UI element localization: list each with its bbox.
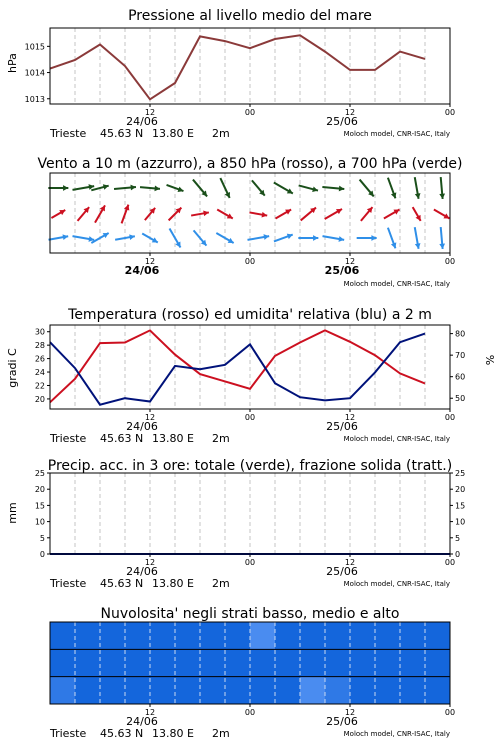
wind-arrow bbox=[357, 235, 377, 241]
temperature-line bbox=[50, 330, 425, 402]
wind-arrow bbox=[415, 177, 421, 199]
cloud-cell bbox=[225, 622, 251, 650]
wind-arrow bbox=[274, 234, 293, 242]
x-tick-label: 12 bbox=[144, 108, 156, 117]
location-lon: 13.80 E bbox=[152, 727, 194, 740]
date-label: 24/06 bbox=[126, 115, 158, 128]
wind-arrow bbox=[276, 210, 292, 219]
x-tick-label: 12 bbox=[344, 413, 356, 422]
cloud-cell bbox=[50, 622, 76, 650]
cloud-cell bbox=[200, 677, 226, 705]
location-elev: 2m bbox=[212, 432, 230, 445]
cloud-cell bbox=[375, 649, 401, 677]
cloud-cell bbox=[300, 677, 326, 705]
cloud-cell bbox=[325, 622, 351, 650]
cloud-cell bbox=[75, 649, 101, 677]
cloud-cell bbox=[250, 622, 276, 650]
x-tick-label: 12 bbox=[344, 257, 356, 266]
plot-frame bbox=[50, 473, 450, 554]
cloud-cell bbox=[375, 677, 401, 705]
cloud-cell bbox=[100, 677, 126, 705]
y-tick-label: 15 bbox=[34, 501, 45, 511]
x-tick-label: 00 bbox=[444, 708, 456, 717]
wind-arrow-head bbox=[63, 185, 68, 191]
location-name: Trieste bbox=[50, 727, 87, 740]
wind-arrow-head bbox=[439, 243, 445, 248]
y-tick-label: 0 bbox=[39, 550, 45, 559]
y-tick-label-right: 60 bbox=[455, 372, 466, 382]
cloud-cell bbox=[175, 622, 201, 650]
wind-arrow bbox=[73, 184, 95, 190]
y-tick-label: 1014 bbox=[24, 68, 45, 78]
date-label: 25/06 bbox=[326, 115, 358, 128]
cloud-cell bbox=[400, 649, 426, 677]
cloud-cell bbox=[400, 677, 426, 705]
x-tick-label: 00 bbox=[244, 708, 256, 717]
y-tick-label: 24 bbox=[34, 368, 45, 378]
pressure-panel bbox=[25, 28, 455, 140]
precip-ylabel: mm bbox=[6, 502, 19, 524]
wind-arrow bbox=[439, 227, 445, 249]
wind-arrow bbox=[322, 186, 344, 192]
wind-arrow-head bbox=[130, 185, 135, 191]
cloud-cell bbox=[175, 649, 201, 677]
pressure-ylabel: hPa bbox=[6, 53, 19, 73]
cloud-cell bbox=[50, 649, 76, 677]
cloud-cell bbox=[100, 649, 126, 677]
wind-arrow-head bbox=[339, 186, 344, 192]
cloud-cell bbox=[200, 649, 226, 677]
wind-panel bbox=[48, 173, 455, 288]
date-label: 24/06 bbox=[126, 565, 158, 578]
x-tick-label: 00 bbox=[444, 413, 456, 422]
cloud-cell bbox=[350, 677, 376, 705]
x-tick-label: 00 bbox=[244, 558, 256, 567]
date-label: 25/06 bbox=[326, 565, 358, 578]
location-lon: 13.80 E bbox=[152, 577, 194, 590]
cloud-cell bbox=[425, 677, 451, 705]
location-lat: 45.63 N bbox=[100, 127, 144, 140]
cloud-cell bbox=[300, 649, 326, 677]
cloud-cell bbox=[125, 677, 151, 705]
date-label: 25/06 bbox=[326, 420, 358, 433]
wind-arrow-head bbox=[371, 235, 376, 241]
location-lon: 13.80 E bbox=[152, 432, 194, 445]
y-tick-label-right: 0 bbox=[455, 550, 461, 559]
x-tick-label: 12 bbox=[144, 708, 156, 717]
y-tick-label: 5 bbox=[39, 533, 45, 543]
model-credit: Moloch model, CNR-ISAC, Italy bbox=[343, 130, 450, 138]
cloud-title: Nuvolosita' negli strati basso, medio e alto bbox=[100, 606, 400, 622]
precip-panel bbox=[35, 469, 465, 590]
y-tick-label: 20 bbox=[34, 485, 45, 495]
cloud-cell bbox=[250, 677, 276, 705]
cloud-cell bbox=[350, 649, 376, 677]
y-tick-label-right: 50 bbox=[455, 394, 466, 404]
x-tick-label: 12 bbox=[144, 257, 156, 266]
cloud-cell bbox=[125, 622, 151, 650]
wind-arrow bbox=[78, 207, 90, 221]
wind-arrow bbox=[122, 205, 130, 224]
cloud-cell bbox=[150, 622, 176, 650]
date-label: 24/06 bbox=[126, 715, 158, 728]
y-tick-label-right: 15 bbox=[455, 501, 466, 511]
x-tick-label: 00 bbox=[244, 413, 256, 422]
model-credit: Moloch model, CNR-ISAC, Italy bbox=[343, 435, 450, 443]
location-elev: 2m bbox=[212, 127, 230, 140]
wind-arrow bbox=[439, 177, 445, 199]
pressure-line bbox=[50, 35, 425, 99]
temp-title: Temperatura (rosso) ed umidita' relativa (blu) a 2 m bbox=[68, 307, 432, 323]
wind-arrow bbox=[434, 210, 450, 219]
wind-arrow bbox=[248, 234, 270, 240]
pressure-title: Pressione al livello medio del mare bbox=[128, 8, 372, 24]
wind-arrow bbox=[384, 210, 400, 219]
cloud-cell bbox=[150, 649, 176, 677]
x-tick-label: 12 bbox=[344, 558, 356, 567]
cloud-cell bbox=[425, 622, 451, 650]
cloud-cell bbox=[175, 677, 201, 705]
wind-arrow bbox=[252, 180, 265, 195]
cloud-cell bbox=[325, 649, 351, 677]
location-elev: 2m bbox=[212, 727, 230, 740]
y-tick-label-right: 20 bbox=[455, 485, 466, 495]
wind-arrow bbox=[388, 228, 396, 249]
cloud-cell bbox=[350, 622, 376, 650]
wind-arrow bbox=[48, 185, 68, 191]
wind-arrow bbox=[361, 207, 373, 221]
wind-arrow bbox=[360, 180, 374, 197]
x-tick-label: 12 bbox=[144, 413, 156, 422]
cloud-panel bbox=[49, 622, 455, 740]
temp-ylabel: gradi C bbox=[6, 348, 19, 388]
y-tick-label: 1015 bbox=[24, 42, 45, 52]
x-tick-label: 00 bbox=[444, 558, 456, 567]
location-name: Trieste bbox=[50, 577, 87, 590]
location-lon: 13.80 E bbox=[152, 127, 194, 140]
wind-arrow bbox=[301, 208, 316, 221]
y-tick-label-right: 70 bbox=[455, 351, 466, 361]
cloud-cell bbox=[375, 622, 401, 650]
cloud-cell bbox=[275, 649, 301, 677]
cloud-cell bbox=[225, 677, 251, 705]
wind-arrow bbox=[91, 233, 108, 243]
temp-panel bbox=[35, 325, 465, 445]
cloud-cell bbox=[50, 677, 76, 705]
model-credit: Moloch model, CNR-ISAC, Italy bbox=[343, 580, 450, 588]
cloud-cell bbox=[200, 622, 226, 650]
y-tick-label: 22 bbox=[34, 381, 45, 391]
y-tick-label-right: 10 bbox=[455, 517, 466, 527]
cloud-cell bbox=[300, 622, 326, 650]
x-tick-label: 00 bbox=[444, 108, 456, 117]
location-lat: 45.63 N bbox=[100, 432, 144, 445]
cloud-cell bbox=[75, 677, 101, 705]
cloud-cell bbox=[75, 622, 101, 650]
wind-arrow bbox=[249, 212, 267, 218]
y-tick-label: 10 bbox=[34, 517, 45, 527]
wind-arrow-head bbox=[439, 193, 445, 198]
humidity-line bbox=[50, 334, 425, 405]
cloud-cell bbox=[100, 622, 126, 650]
wind-arrow bbox=[323, 236, 345, 242]
wind-arrow bbox=[388, 178, 396, 199]
y-tick-label: 20 bbox=[34, 394, 45, 404]
wind-arrow bbox=[73, 236, 95, 242]
wind-arrow bbox=[298, 235, 318, 241]
x-tick-label: 00 bbox=[244, 257, 256, 266]
y-tick-label-right: 25 bbox=[455, 469, 466, 478]
wind-title: Vento a 10 m (azzurro), a 850 hPa (rosso), a 700 hPa (verde) bbox=[37, 156, 463, 172]
date-label: 25/06 bbox=[326, 715, 358, 728]
precip-title: Precip. acc. in 3 ore: totale (verde), frazione solida (tratt.) bbox=[47, 458, 453, 474]
y-tick-label: 30 bbox=[34, 327, 45, 337]
wind-arrow bbox=[413, 207, 421, 221]
date-label: 24/06 bbox=[124, 264, 160, 277]
y-tick-label: 1013 bbox=[24, 94, 45, 104]
location-name: Trieste bbox=[50, 432, 87, 445]
date-label: 24/06 bbox=[126, 420, 158, 433]
location-elev: 2m bbox=[212, 577, 230, 590]
cloud-cell bbox=[225, 649, 251, 677]
x-tick-label: 12 bbox=[344, 108, 356, 117]
y-tick-label: 28 bbox=[34, 341, 45, 351]
date-label: 25/06 bbox=[324, 264, 360, 277]
humidity-ylabel: % bbox=[483, 354, 496, 366]
location-lat: 45.63 N bbox=[100, 577, 144, 590]
location-lat: 45.63 N bbox=[100, 727, 144, 740]
wind-arrow-head bbox=[313, 235, 318, 241]
cloud-cell bbox=[425, 649, 451, 677]
wind-arrow bbox=[216, 233, 233, 243]
cloud-cell bbox=[400, 622, 426, 650]
chart-layer bbox=[25, 28, 466, 740]
wind-arrow bbox=[48, 234, 68, 240]
location-name: Trieste bbox=[50, 127, 87, 140]
wind-arrow bbox=[299, 185, 318, 192]
wind-arrow bbox=[325, 209, 342, 219]
cloud-cell bbox=[250, 649, 276, 677]
x-tick-label: 12 bbox=[344, 708, 356, 717]
model-credit: Moloch model, CNR-ISAC, Italy bbox=[343, 730, 450, 738]
wind-arrow-head bbox=[154, 186, 159, 192]
cloud-cell bbox=[275, 677, 301, 705]
wind-arrow bbox=[95, 205, 105, 222]
wind-arrow bbox=[415, 227, 421, 249]
cloud-cell bbox=[275, 622, 301, 650]
wind-arrow bbox=[274, 183, 293, 194]
x-tick-label: 00 bbox=[444, 257, 456, 266]
cloud-cell bbox=[125, 649, 151, 677]
y-tick-label: 26 bbox=[34, 354, 45, 364]
y-tick-label-right: 5 bbox=[455, 533, 461, 543]
model-credit: Moloch model, CNR-ISAC, Italy bbox=[343, 280, 450, 288]
cloud-cell bbox=[150, 677, 176, 705]
x-tick-label: 00 bbox=[244, 108, 256, 117]
cloud-cell bbox=[325, 677, 351, 705]
y-tick-label: 25 bbox=[34, 469, 45, 478]
wind-arrow bbox=[142, 234, 158, 243]
wind-arrow bbox=[51, 210, 65, 218]
y-tick-label-right: 80 bbox=[455, 329, 466, 339]
x-tick-label: 12 bbox=[144, 558, 156, 567]
